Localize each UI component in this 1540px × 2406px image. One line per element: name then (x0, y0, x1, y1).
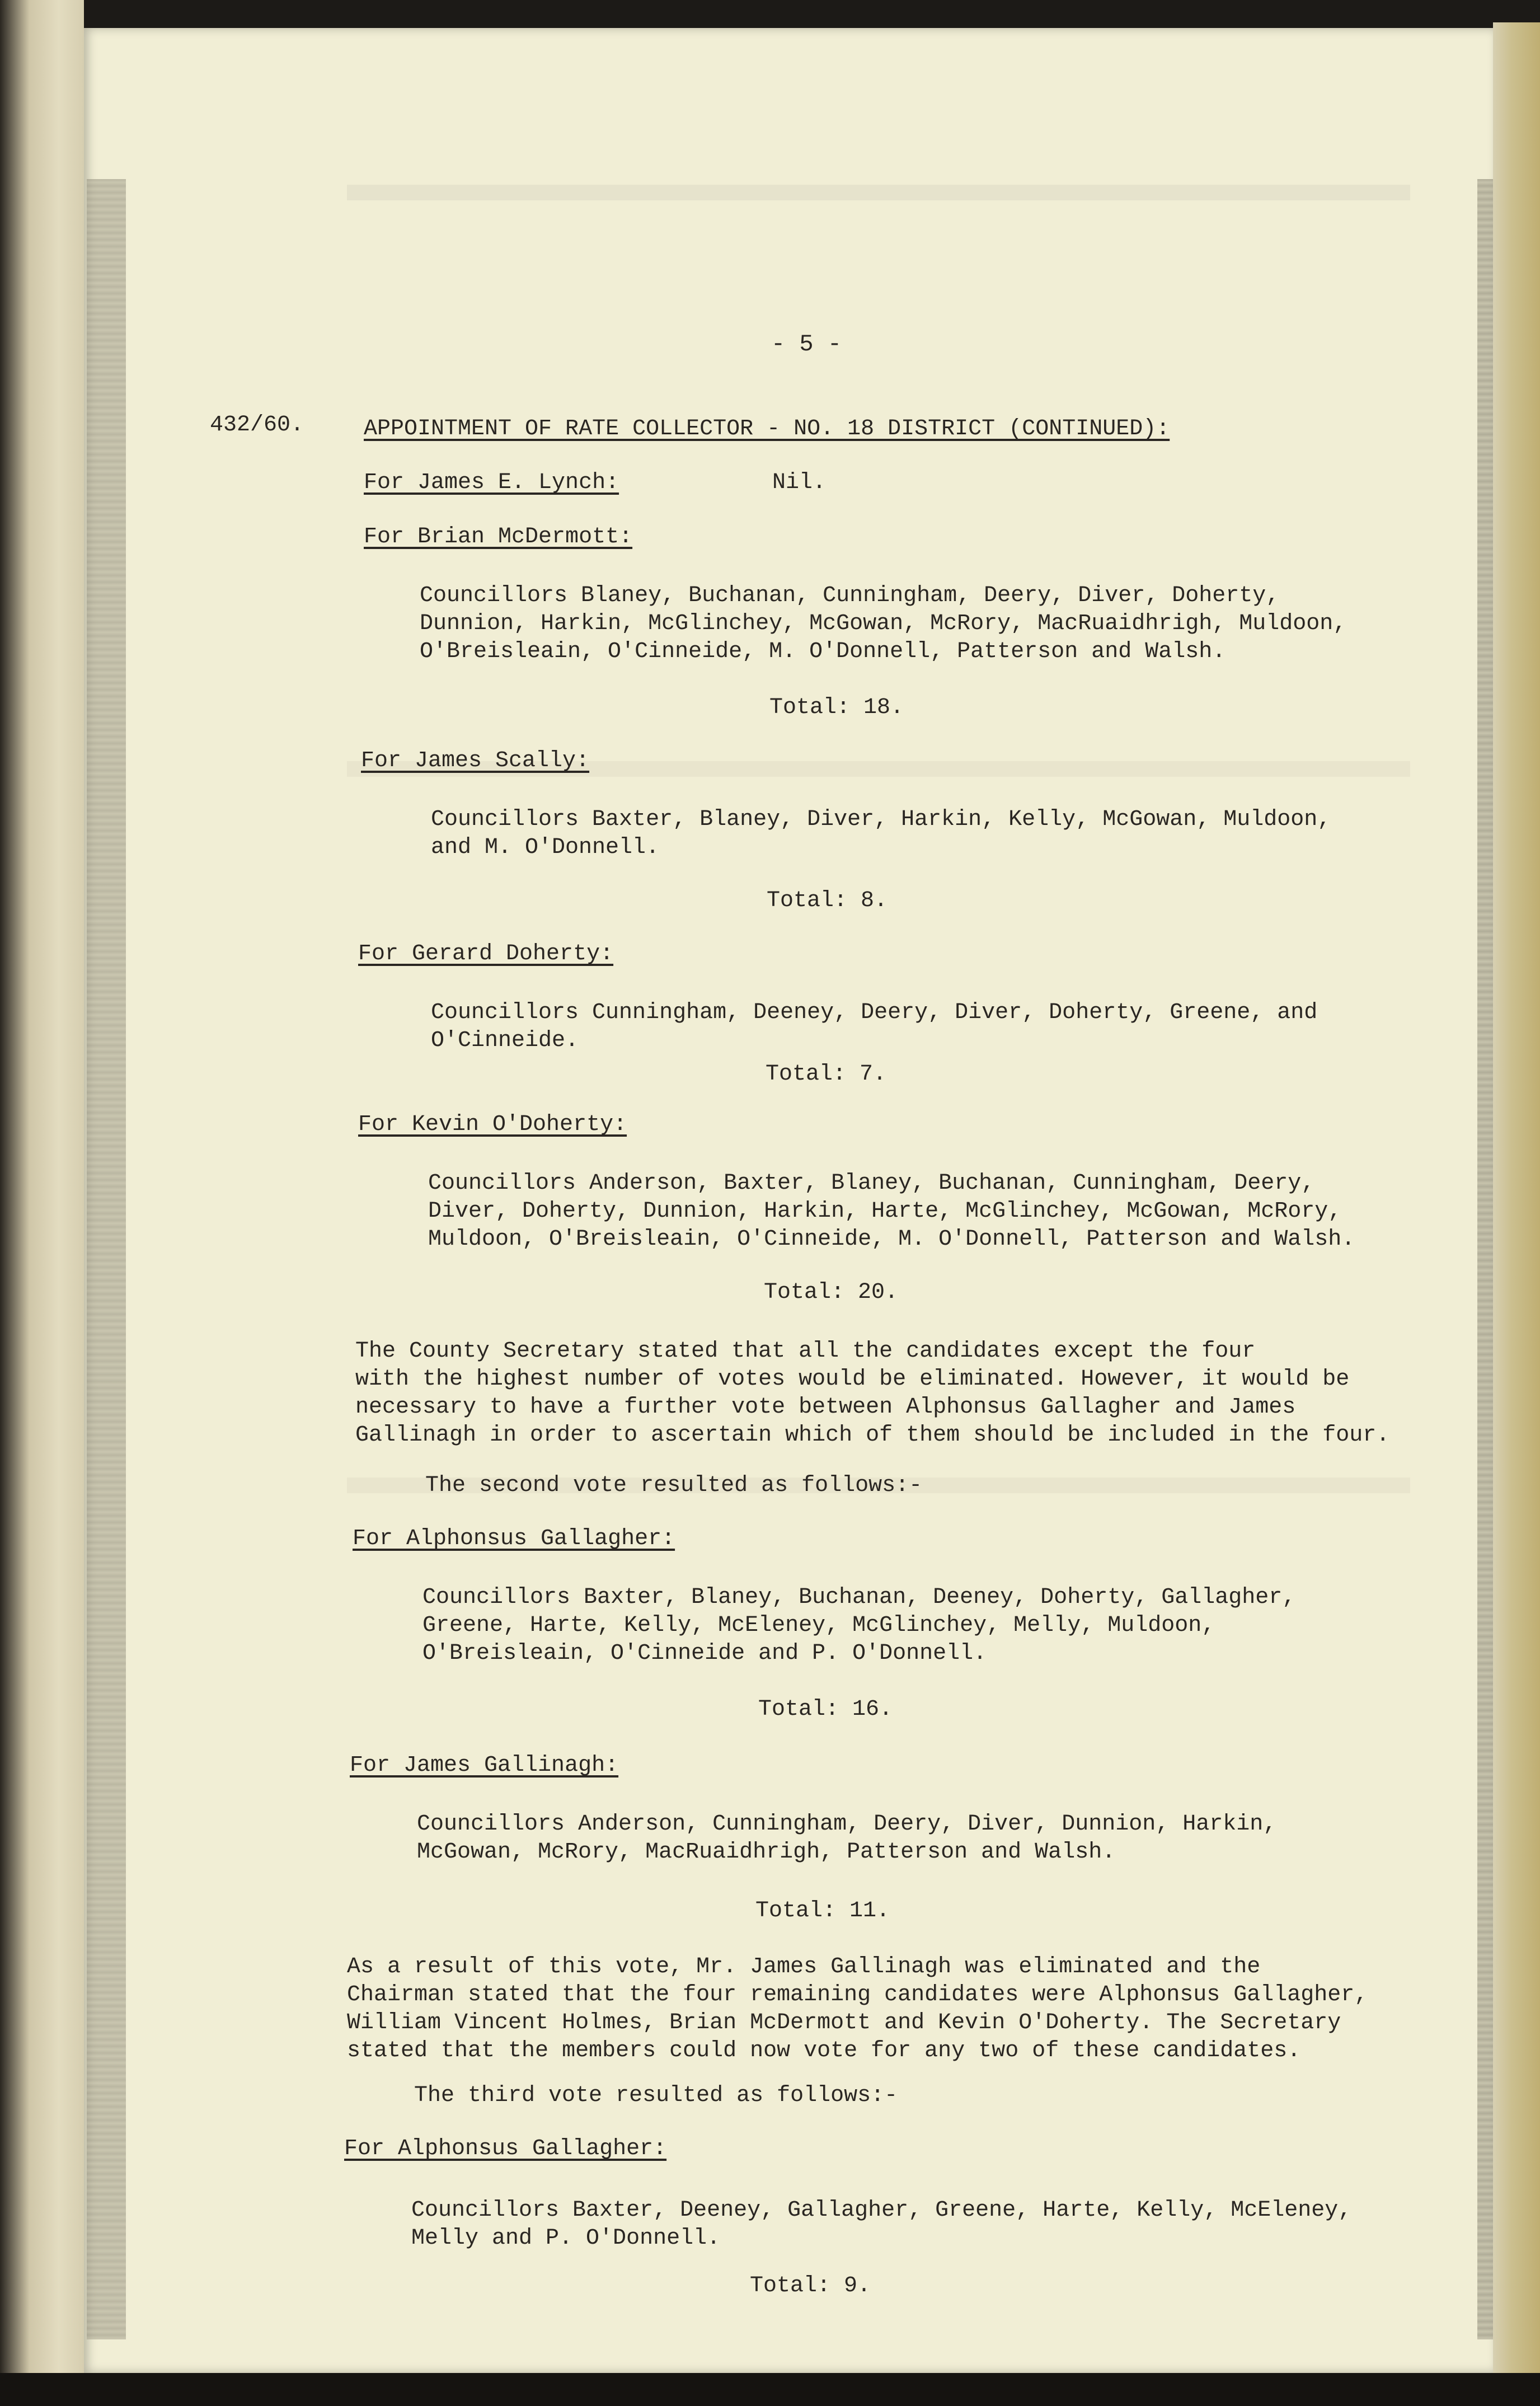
councillor-list-mcdermott (420, 582, 1346, 666)
candidate-label-alphonsus-gallagher: For Alphonsus Gallagher: (353, 1526, 675, 1551)
councillor-line: O'Breisleain, O'Cinneide and P. O'Donnell. (422, 1641, 987, 1666)
councillor-line: Muldoon, O'Breisleain, O'Cinneide, M. O'Donnell, Patterson and Walsh. (428, 1227, 1355, 1252)
councillor-line: Greene, Harte, Kelly, McEleney, McGlinchey, Melly, Muldoon, (422, 1613, 1215, 1638)
councillor-line: Councillors Baxter, Blaney, Diver, Harkin, Kelly, McGowan, Muldoon, (431, 807, 1331, 832)
councillor-line: Councillors Anderson, Baxter, Blaney, Buchanan, Cunningham, Deery, (428, 1171, 1315, 1196)
councillor-line: Councillors Blaney, Buchanan, Cunningham, Deery, Diver, Doherty, (420, 583, 1280, 608)
councillor-list-gerard-doherty (431, 999, 1317, 1055)
councillor-list-james-gallinagh (417, 1811, 1276, 1866)
councillor-line: Councillors Baxter, Deeney, Gallagher, Greene, Harte, Kelly, McEleney, (411, 2198, 1352, 2223)
total-scally: Total: 8. (767, 888, 888, 913)
councillor-list-kevin-odoherty (428, 1170, 1355, 1254)
binding-gutter (87, 179, 126, 2339)
total-alphonsus-gallagher: Total: 16. (758, 1697, 893, 1722)
candidate-label-james-gallinagh: For James Gallinagh: (350, 1753, 619, 1778)
councillor-line: Melly and P. O'Donnell. (411, 2226, 721, 2251)
paragraph-line: with the highest number of votes would be eliminated. However, it would be (355, 1367, 1350, 1392)
paragraph-line: William Vincent Holmes, Brian McDermott and Kevin O'Doherty. The Secretary (347, 2010, 1341, 2036)
section-heading: APPOINTMENT OF RATE COLLECTOR - NO. 18 DISTRICT (CONTINUED): (364, 416, 1170, 442)
bottom-shadow (0, 2373, 1540, 2406)
chairman-statement (347, 1953, 1368, 2065)
paragraph-line: The County Secretary stated that all the candidates except the four (355, 1339, 1256, 1364)
councillor-line: O'Breisleain, O'Cinneide, M. O'Donnell, Patterson and Walsh. (420, 639, 1226, 664)
paragraph-line: Gallinagh in order to ascertain which of them should be included in the four. (355, 1423, 1390, 1448)
total-mcdermott: Total: 18. (769, 695, 904, 720)
councillor-line: Councillors Anderson, Cunningham, Deery, Diver, Dunnion, Harkin, (417, 1812, 1277, 1837)
councillor-line: O'Cinneide. (431, 1028, 579, 1053)
candidate-label-scally: For James Scally: (361, 748, 590, 773)
councillor-line: Councillors Cunningham, Deeney, Deery, Diver, Doherty, Greene, and (431, 1000, 1318, 1025)
councillor-list-alphonsus-gallagher (422, 1584, 1295, 1668)
candidate-label-mcdermott: For Brian McDermott: (364, 524, 633, 550)
secretary-statement (355, 1338, 1389, 1450)
bleed-through (347, 185, 1410, 200)
minute-reference: 432/60. (210, 412, 304, 438)
councillor-list-alphonsus-gallagher-third (411, 2197, 1351, 2253)
total-alphonsus-gallagher-third: Total: 9. (750, 2273, 871, 2299)
councillor-line: and M. O'Donnell. (431, 835, 660, 860)
candidate-label-lynch: For James E. Lynch: (364, 470, 619, 495)
page-stack-edge (1493, 22, 1540, 2381)
third-vote-intro: The third vote resulted as follows:- (414, 2083, 898, 2108)
total-james-gallinagh: Total: 11. (755, 1898, 890, 1924)
candidate-label-kevin-odoherty: For Kevin O'Doherty: (358, 1112, 627, 1137)
total-kevin-odoherty: Total: 20. (764, 1280, 899, 1305)
paragraph-line: As a result of this vote, Mr. James Gallinagh was eliminated and the (347, 1954, 1261, 1980)
paragraph-line: stated that the members could now vote for any two of these candidates. (347, 2038, 1301, 2063)
councillor-line: McGowan, McRory, MacRuaidhrigh, Patterson and Walsh. (417, 1840, 1116, 1865)
councillor-list-scally (431, 806, 1331, 862)
candidate-label-gerard-doherty: For Gerard Doherty: (358, 941, 614, 967)
councillor-line: Diver, Doherty, Dunnion, Harkin, Harte, McGlinchey, McGowan, McRory, (428, 1199, 1342, 1224)
councillor-line: Councillors Baxter, Blaney, Buchanan, Deeney, Doherty, Gallagher, (422, 1585, 1296, 1610)
book-binding (0, 0, 84, 2406)
total-gerard-doherty: Total: 7. (766, 1062, 887, 1087)
paragraph-line: necessary to have a further vote between Alphonsus Gallagher and James (355, 1395, 1296, 1420)
councillor-line: Dunnion, Harkin, McGlinchey, McGowan, McRory, MacRuaidhrigh, Muldoon, (420, 611, 1347, 636)
total-lynch: Nil. (772, 470, 827, 495)
candidate-label-alphonsus-gallagher-third: For Alphonsus Gallagher: (344, 2136, 667, 2161)
page-right-shadow (1477, 179, 1493, 2339)
paragraph-line: Chairman stated that the four remaining candidates were Alphonsus Gallagher, (347, 1982, 1368, 2008)
page-number: - 5 - (771, 331, 842, 358)
second-vote-intro: The second vote resulted as follows:- (425, 1473, 923, 1498)
